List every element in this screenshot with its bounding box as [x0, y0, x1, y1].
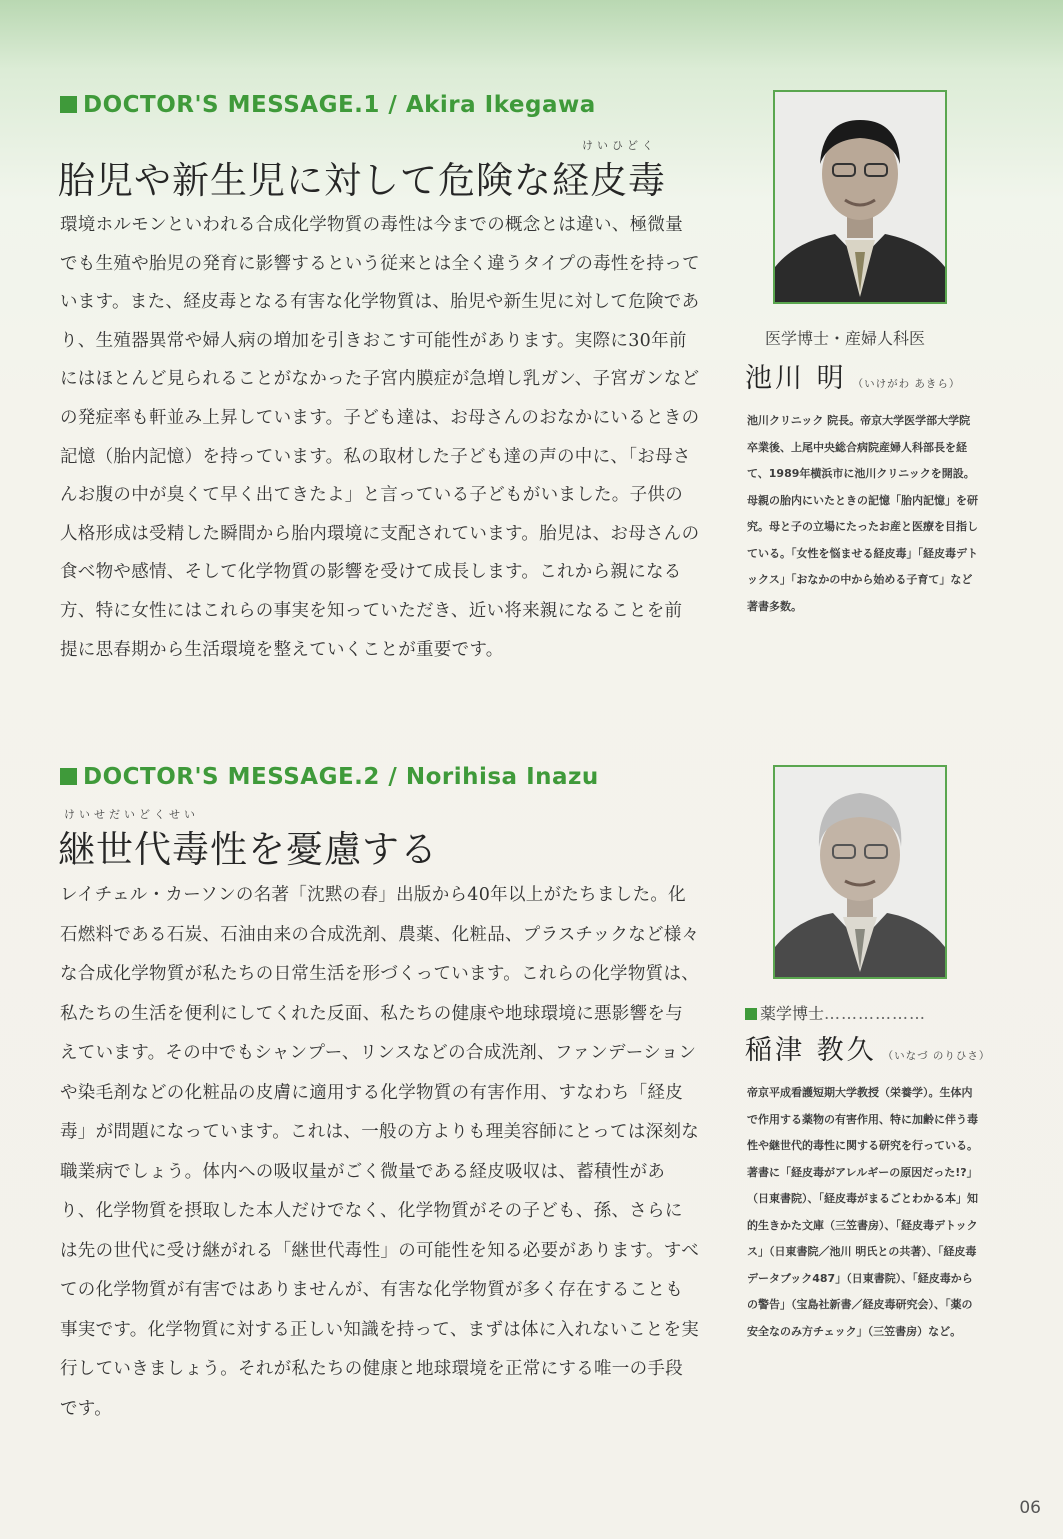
- doctor-name: 稲津 教久 （いなづ のりひさ）: [745, 1035, 991, 1066]
- title-ruby: けいひどく: [582, 139, 657, 152]
- section-heading: DOCTOR'S MESSAGE.1 / Akira Ikegawa: [60, 92, 596, 118]
- doctor-photo: [773, 90, 947, 304]
- message-body: 環境ホルモンといわれる合成化学物質の毒性は今までの概念とは違い、極微量でも生殖や胎児の発育に影響するという従来とは全く違うタイプの毒性を持っています。また、経皮毒となる有害な化学物質は、胎児や新生児に対して危険であり、生殖器異常や婦人病の増加を引きおこす可能性があります。実際に30年前にはほとんど見られることがなかった子宮内膜症が急増し乳ガン、子宮ガンなどの発症率も軒並み上昇しています。子ども達は、お母さんのおなかにいるときの記憶（胎内記憶）を持っています。私の取材した子ども達の声の中に、「お母さんお腹の中が臭くて早く出てきたよ」と言っている子どもがいました。子供の人格形成は受精した瞬間から胎内環境に支配されています。胎児は、お母さんの食べ物や感情、そして化学物質の影響を受けて成長します。これから親になる方、特に女性にはこれらの事実を知っていただき、近い将来親になることを前提に思春期から生活環境を整えていくことが重要です。: [60, 215, 700, 660]
- doctor-role: 医学博士・産婦人科医: [765, 329, 926, 348]
- square-bullet-icon: [745, 1008, 757, 1020]
- section-title: 胎児や新生児に対して危険な経皮毒: [58, 159, 666, 202]
- section-title: 継世代毒性を憂慮する: [58, 828, 438, 871]
- doctor-name: 池川 明 （いけがわ あきら）: [745, 363, 961, 394]
- message-body: レイチェル・カーソンの名著「沈黙の春」出版から40年以上がたちました。化石燃料である石炭、石油由来の合成洗剤、農薬、化粧品、プラスチックなど様々な合成化学物質が私たちの日常生活を形づくっています。これらの化学物質は、私たちの生活を便利にしてくれた反面、私たちの健康や地球環境に悪影響を与えています。その中でもシャンプー、リンスなどの合成洗剤、ファンデーションや染毛剤などの化粧品の皮膚に適用する化学物質の有害作用、すなわち「経皮毒」が問題になっています。これは、一般の方よりも理美容師にとっては深刻な職業病でしょう。体内への吸収量がごく微量である経皮吸収は、蓄積性があり、化学物質を摂取した本人だけでなく、化学物質がその子ども、孫、さらには先の世代に受け継がれる「継世代毒性」の可能性を知る必要があります。すべての化学物質が有害ではありませんが、有害な化学物質が多く存在することも事実です。化学物質に対する正しい知識を持って、まずは体に入れないことを実行していきましょう。それが私たちの健康と地球環境を正常にする唯一の手段です。: [60, 885, 700, 1419]
- title-ruby: けいせだいどくせい: [64, 808, 199, 821]
- square-bullet-icon: [60, 96, 77, 113]
- doctor-role: 薬学博士………………: [745, 1001, 926, 1024]
- doctor-bio: 帝京平成看護短期大学教授（栄養学）。生体内で作用する薬物の有害作用、特に加齢に伴う毒性や継世代的毒性に関する研究を行っている。著書に「経皮毒がアレルギーの原因だった!?」（日東書院）、「経皮毒がまるごとわかる本」知的生きかた文庫（三笠書房）、「経皮毒デトックス」（日東書院／池川 明氏との共著）、「経皮毒データブック487」（日東書院）、「経皮毒からの警告」（宝島社新書／経皮毒研究会）、「薬の安全なのみ方チェック」（三笠書房）など。: [747, 1086, 978, 1338]
- doctor-photo: [773, 765, 947, 979]
- section-heading: DOCTOR'S MESSAGE.2 / Norihisa Inazu: [60, 764, 599, 790]
- page-number: 06: [1019, 1498, 1041, 1518]
- square-bullet-icon: [60, 768, 77, 785]
- doctor-bio: 池川クリニック 院長。帝京大学医学部大学院卒業後、上尾中央総合病院産婦人科部長を経て、1989年横浜市に池川クリニックを開設。母親の胎内にいたときの記憶「胎内記憶」を研究。母と子の立場にたったお産と医療を目指している。「女性を悩ませる経皮毒」「経皮毒デトックス」「おなかの中から始める子育て」など著書多数。: [747, 414, 978, 613]
